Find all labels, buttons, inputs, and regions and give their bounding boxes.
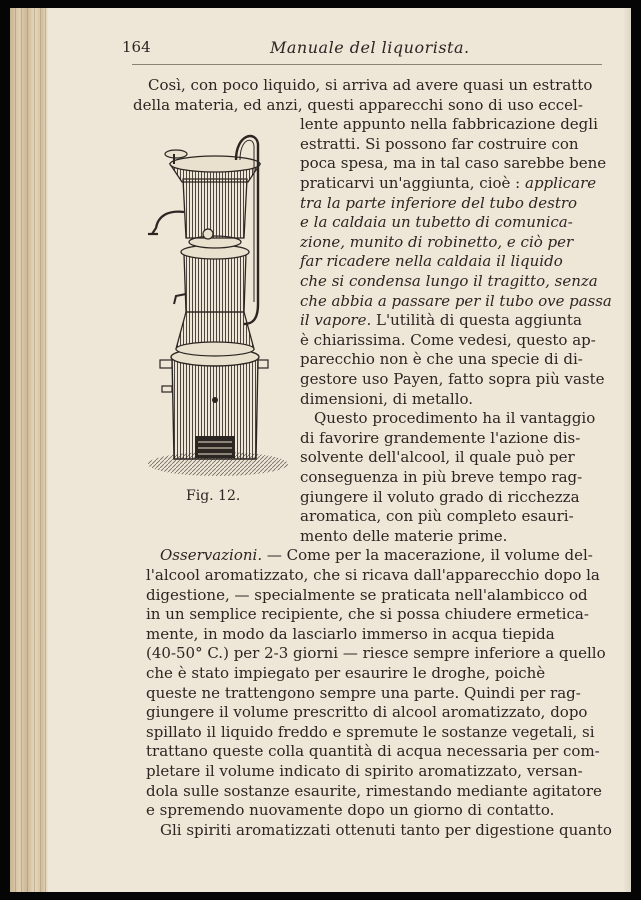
text-line: che abbia a passare per il tubo ove passa xyxy=(300,291,612,310)
text-line: e la caldaia un tubetto di comunica- xyxy=(300,213,573,232)
header-rule xyxy=(132,64,602,65)
text-line: praticarvi un'aggiunta, cioè : applicare xyxy=(300,174,597,192)
text-line: Gli spiriti aromatizzati ottenuti tanto per digestione quanto xyxy=(160,820,612,839)
text-line: conseguenza in più breve tempo rag- xyxy=(300,468,583,486)
text-line: che è stato impiegato per esaurire le droghe, poichè xyxy=(146,664,546,682)
text-line: mente, in modo da lasciarlo immerso in acqua tiepida xyxy=(146,624,555,643)
text-line: giungere il voluto grado di ricchezza xyxy=(300,487,580,506)
text-line: il vapore. L'utilità di questa aggiunta xyxy=(300,311,582,330)
digester-illustration xyxy=(140,124,290,496)
text-line: pletare il volume indicato di spirito aromatizzato, versan- xyxy=(146,762,583,780)
text-line: dola sulle sostanze esaurite, rimestando mediante agitatore xyxy=(146,781,602,800)
text-line: gestore uso Payen, fatto sopra più vaste xyxy=(300,370,605,388)
text-line: poca spesa, ma in tal caso sarebbe bene xyxy=(300,154,607,173)
text-line: Osservazioni. — Come per la macerazione, il volume del- xyxy=(160,546,593,565)
text-line: lente appunto nella fabbricazione degli xyxy=(300,115,598,134)
page-number: 164 xyxy=(122,38,151,56)
text-line: spillato il liquido freddo e spremute le sostanze vegetali, si xyxy=(146,722,595,741)
running-title: Manuale del liquorista. xyxy=(270,38,470,57)
text-line: dimensioni, di metallo. xyxy=(300,389,474,408)
text-line: Così, con poco liquido, si arriva ad avere quasi un estratto xyxy=(148,76,593,94)
text-line: estratti. Si possono far costruire con xyxy=(300,134,579,153)
text-line: mento delle materie prime. xyxy=(300,526,508,545)
text-line: queste ne trattengono sempre una parte. Quindi per rag- xyxy=(146,683,581,702)
page-edge-shadow xyxy=(623,8,631,892)
text-line: di favorire grandemente l'azione dis- xyxy=(300,428,581,447)
text-line: digestione, — specialmente se praticata nell'alambicco od xyxy=(146,585,588,604)
text-line: della materia, ed anzi, questi apparecchi sono di uso eccel- xyxy=(133,95,583,114)
figure-caption: Fig. 12. xyxy=(186,488,241,504)
text-line: in un semplice recipiente, che si possa chiudere ermetica- xyxy=(146,605,589,624)
text-line: parecchio non è che una specie di di- xyxy=(300,350,583,369)
text-line: zione, munito di robinetto, e ciò per xyxy=(300,232,574,251)
text-line: trattano queste colla quantità di acqua necessaria per com- xyxy=(146,742,600,761)
text-line: che si condensa lungo il tragitto, senza xyxy=(300,272,598,290)
text-line: solvente dell'alcool, il quale può per xyxy=(300,448,575,467)
text-line: e spremendo nuovamente dopo un giorno di contatto. xyxy=(146,801,555,820)
text-line: è chiarissima. Come vedesi, questo ap- xyxy=(300,330,596,349)
text-line: l'alcool aromatizzato, che si ricava dall'apparecchio dopo la xyxy=(146,566,600,584)
page-gutter xyxy=(10,8,48,892)
text-line: tra la parte inferiore del tubo destro xyxy=(300,193,578,212)
text-line: giungere il volume prescritto di alcool aromatizzato, dopo xyxy=(146,703,588,722)
text-line: far ricadere nella caldaia il liquido xyxy=(300,252,563,271)
text-line: Questo procedimento ha il vantaggio xyxy=(314,409,596,428)
text-line: (40-50° C.) per 2-3 giorni — riesce sempre inferiore a quello xyxy=(146,644,606,663)
text-line: aromatica, con più completo esauri- xyxy=(300,507,574,526)
running-header xyxy=(0,38,641,60)
